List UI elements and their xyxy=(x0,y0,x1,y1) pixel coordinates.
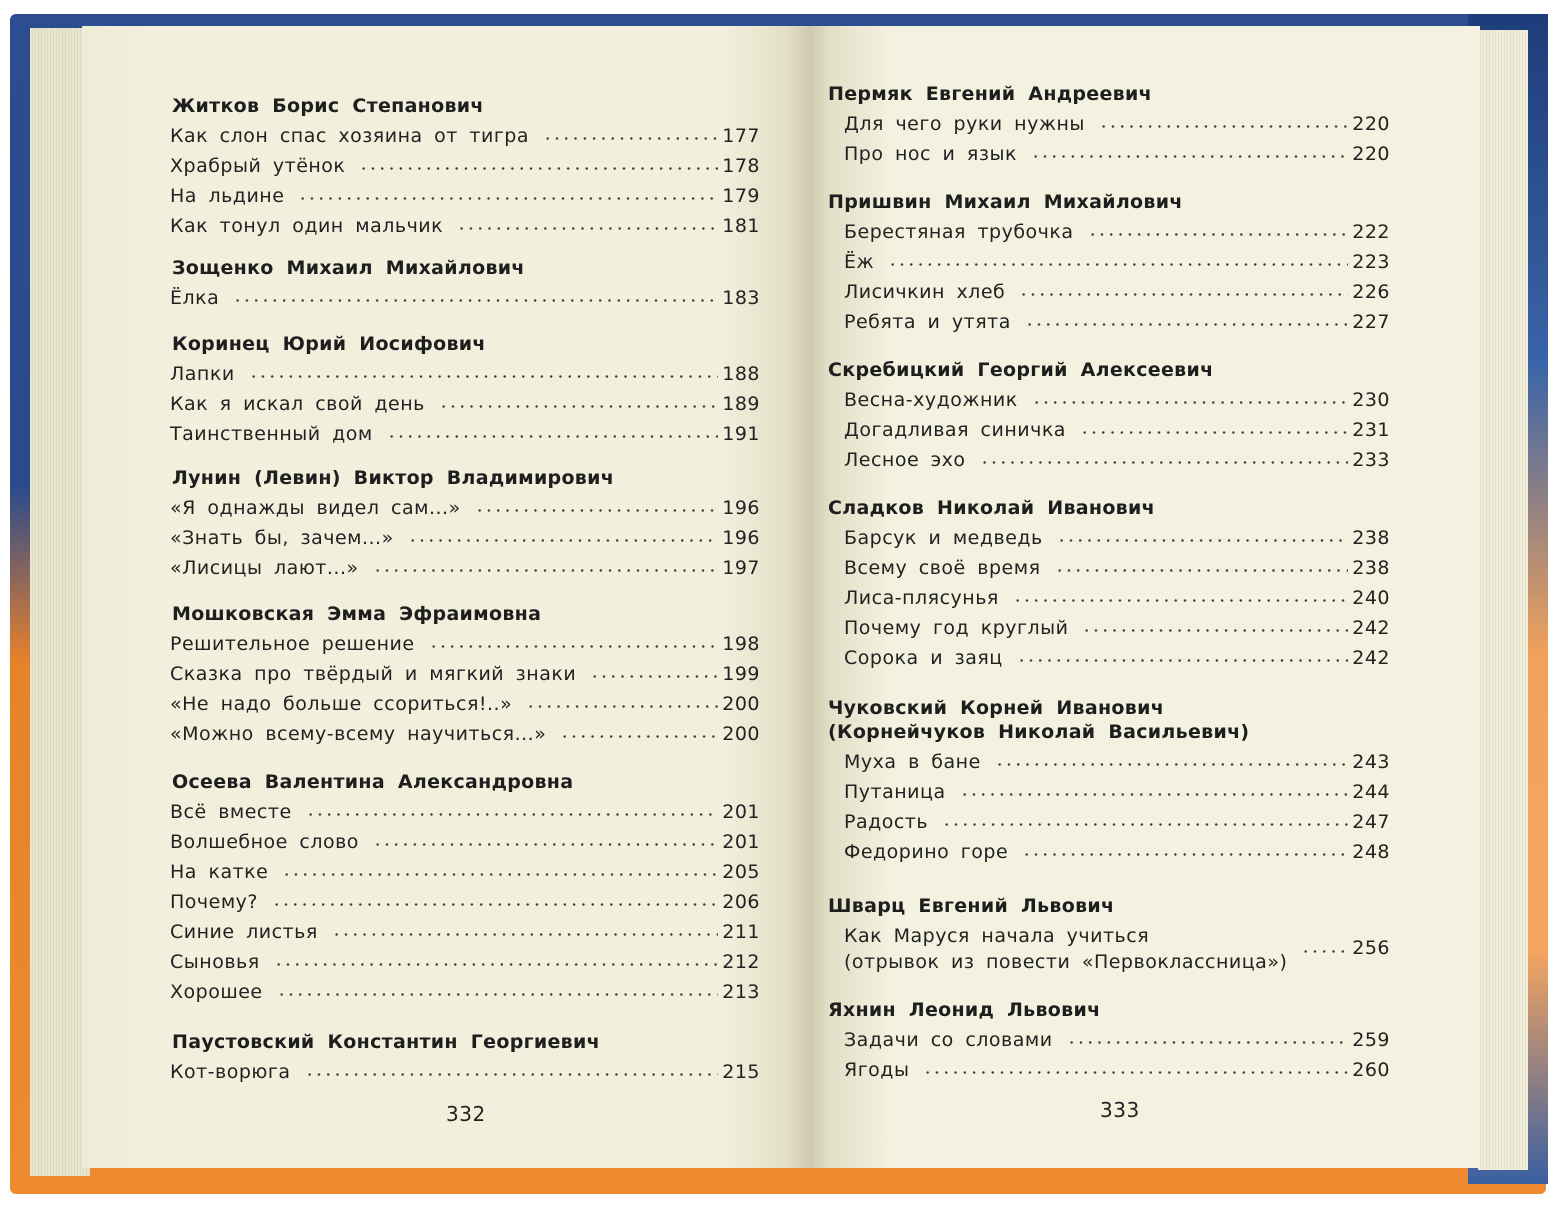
entry-list xyxy=(844,524,1390,674)
toc-section xyxy=(828,496,1390,674)
entry-page-number: 222 xyxy=(1352,221,1390,243)
toc-entry[interactable] xyxy=(170,420,760,450)
entry-page-number: 247 xyxy=(1352,811,1390,833)
entry-title: Всему своё время xyxy=(844,557,1041,579)
entry-title: Синие листья xyxy=(170,921,318,943)
dot-leader xyxy=(995,763,1348,766)
entry-title: Муха в бане xyxy=(844,751,981,773)
entry-title: Как слон спас хозяина от тигра xyxy=(170,125,530,147)
toc-section xyxy=(172,94,760,242)
entry-title: «Не надо больше ссориться!..» xyxy=(170,693,513,715)
dot-leader xyxy=(298,197,718,200)
entry-list xyxy=(170,630,760,750)
entry-page-number: 220 xyxy=(1352,143,1390,165)
entry-page-number: 181 xyxy=(722,215,760,237)
dot-leader xyxy=(457,227,718,230)
dot-leader xyxy=(526,705,718,708)
toc-entry[interactable] xyxy=(170,888,760,918)
entry-title: Сорока и заяц xyxy=(844,647,1003,669)
entry-page-number: 201 xyxy=(722,831,760,853)
entry-title: Путаница xyxy=(844,781,946,803)
entry-title: Барсук и медведь xyxy=(844,527,1043,549)
dot-leader xyxy=(274,963,718,966)
entry-page-number: 212 xyxy=(722,951,760,973)
entry-title: Кот-ворюга xyxy=(170,1061,291,1083)
entry-title: Всё вместе xyxy=(170,801,292,823)
toc-entry[interactable] xyxy=(170,554,760,584)
dot-leader xyxy=(1019,293,1348,296)
page-stack-left xyxy=(30,28,90,1176)
dot-leader xyxy=(1031,155,1348,158)
toc-section xyxy=(172,770,760,1008)
entry-page-number: 200 xyxy=(722,693,760,715)
entry-title: Хорошее xyxy=(170,981,263,1003)
toc-section xyxy=(172,602,760,750)
dot-leader xyxy=(1017,659,1348,662)
entry-page-number: 242 xyxy=(1352,647,1390,669)
entry-title: «Лисицы лают...» xyxy=(170,557,359,579)
dot-leader xyxy=(1022,853,1348,856)
entry-page-number: 198 xyxy=(722,633,760,655)
dot-leader xyxy=(1099,125,1348,128)
toc-entry[interactable] xyxy=(844,1056,1390,1086)
page-number: 332 xyxy=(446,1102,486,1126)
toc-section xyxy=(828,82,1390,170)
toc-entry[interactable] xyxy=(170,212,760,242)
toc-entry[interactable] xyxy=(844,218,1390,248)
entry-page-number: 256 xyxy=(1352,937,1390,959)
author-name: Зощенко Михаил Михайлович xyxy=(172,257,525,279)
entry-page-number: 260 xyxy=(1352,1059,1390,1081)
toc-entry[interactable] xyxy=(170,1058,760,1088)
toc-entry[interactable] xyxy=(844,922,1390,978)
toc-entry[interactable] xyxy=(844,308,1390,338)
dot-leader xyxy=(373,843,718,846)
entry-list xyxy=(844,110,1390,170)
entry-list xyxy=(844,218,1390,338)
entry-page-number: 188 xyxy=(722,363,760,385)
dot-leader xyxy=(1080,431,1348,434)
entry-title: Лиса-плясунья xyxy=(844,587,999,609)
toc-entry[interactable] xyxy=(844,446,1390,476)
author-name: Житков Борис Степанович xyxy=(172,95,484,117)
entry-title: Как я искал свой день xyxy=(170,393,425,415)
toc-entry[interactable] xyxy=(170,390,760,420)
entry-title: Храбрый утёнок xyxy=(170,155,346,177)
entry-page-number: 206 xyxy=(722,891,760,913)
entry-page-number: 244 xyxy=(1352,781,1390,803)
toc-entry[interactable] xyxy=(844,278,1390,308)
entry-page-number: 238 xyxy=(1352,557,1390,579)
entry-page-number: 220 xyxy=(1352,113,1390,135)
entry-page-number: 233 xyxy=(1352,449,1390,471)
toc-entry[interactable] xyxy=(170,720,760,750)
entry-page-number: 205 xyxy=(722,861,760,883)
toc-section xyxy=(172,332,760,450)
toc-entry[interactable] xyxy=(844,584,1390,614)
entry-title: Для чего руки нужны xyxy=(844,113,1085,135)
entry-title: Лапки xyxy=(170,363,235,385)
dot-leader xyxy=(1301,950,1348,953)
entry-list xyxy=(844,748,1390,868)
dot-leader xyxy=(387,435,718,438)
dot-leader xyxy=(249,375,718,378)
author-name: Чуковский Корней Иванович xyxy=(828,697,1165,719)
author-name: Паустовский Константин Георгиевич xyxy=(172,1031,600,1053)
toc-section xyxy=(828,894,1390,978)
entry-page-number: 196 xyxy=(722,527,760,549)
author-name: Пермяк Евгений Андреевич xyxy=(828,83,1152,105)
dot-leader xyxy=(543,137,718,140)
dot-leader xyxy=(888,263,1348,266)
author-name: Скребицкий Георгий Алексеевич xyxy=(828,359,1214,381)
entry-page-number: 191 xyxy=(722,423,760,445)
author-name: Коринец Юрий Иосифович xyxy=(172,333,486,355)
entry-page-number: 196 xyxy=(722,497,760,519)
dot-leader xyxy=(306,813,718,816)
entry-page-number: 215 xyxy=(722,1061,760,1083)
toc-entry[interactable] xyxy=(170,690,760,720)
entry-page-number: 242 xyxy=(1352,617,1390,639)
entry-list xyxy=(844,386,1390,476)
entry-page-number: 227 xyxy=(1352,311,1390,333)
author-name: Сладков Николай Иванович xyxy=(828,497,1155,519)
entry-list xyxy=(170,798,760,1008)
dot-leader xyxy=(923,1071,1348,1074)
entry-title: Ребята и утята xyxy=(844,311,1011,333)
author-name: Лунин (Левин) Виктор Владимирович xyxy=(172,467,615,489)
dot-leader xyxy=(560,735,718,738)
entry-page-number: 243 xyxy=(1352,751,1390,773)
dot-leader xyxy=(277,993,718,996)
entry-title: Ягоды xyxy=(844,1059,910,1081)
toc-entry[interactable] xyxy=(170,798,760,828)
author-name: Мошковская Эмма Эфраимовна xyxy=(172,603,542,625)
entry-list xyxy=(844,922,1390,978)
dot-leader xyxy=(942,823,1348,826)
toc-entry[interactable] xyxy=(844,1026,1390,1056)
toc-entry[interactable] xyxy=(170,978,760,1008)
entry-page-number: 231 xyxy=(1352,419,1390,441)
toc-entry[interactable] xyxy=(170,828,760,858)
toc-entry[interactable] xyxy=(844,838,1390,868)
toc-section xyxy=(828,696,1390,868)
toc-entry[interactable] xyxy=(844,748,1390,778)
toc-section xyxy=(172,1030,760,1088)
entry-page-number: 223 xyxy=(1352,251,1390,273)
toc-entry[interactable] xyxy=(170,630,760,660)
page-number: 333 xyxy=(1100,1098,1140,1122)
entry-title: Ёлка xyxy=(170,287,220,309)
entry-title: На льдине xyxy=(170,185,285,207)
entry-title: Ёж xyxy=(844,251,875,273)
toc-entry[interactable] xyxy=(170,182,760,212)
toc-entry[interactable] xyxy=(170,948,760,978)
toc-entry[interactable] xyxy=(844,140,1390,170)
entry-list xyxy=(170,122,760,242)
entry-title: Почему год круглый xyxy=(844,617,1069,639)
entry-page-number: 213 xyxy=(722,981,760,1003)
entry-title: Почему? xyxy=(170,891,258,913)
entry-page-number: 178 xyxy=(722,155,760,177)
entry-title: Лесное эхо xyxy=(844,449,966,471)
toc-entry[interactable] xyxy=(170,494,760,524)
entry-title: «Знать бы, зачем...» xyxy=(170,527,394,549)
toc-section xyxy=(172,466,760,584)
dot-leader xyxy=(429,645,718,648)
entry-title-line2: (отрывок из повести «Первоклассница») xyxy=(844,951,1288,973)
entry-page-number: 199 xyxy=(722,663,760,685)
toc-entry[interactable] xyxy=(170,918,760,948)
dot-leader xyxy=(332,933,718,936)
dot-leader xyxy=(1088,233,1348,236)
entry-title: «Я однажды видел сам...» xyxy=(170,497,461,519)
toc-section xyxy=(828,998,1390,1086)
toc-entry[interactable] xyxy=(844,110,1390,140)
entry-title: Догадливая синичка xyxy=(844,419,1066,441)
dot-leader xyxy=(1055,569,1348,572)
dot-leader xyxy=(1025,323,1348,326)
dot-leader xyxy=(408,539,718,542)
dot-leader xyxy=(1057,539,1348,542)
dot-leader xyxy=(1032,401,1348,404)
entry-page-number: 183 xyxy=(722,287,760,309)
entry-title: Лисичкин хлеб xyxy=(844,281,1006,303)
entry-page-number: 189 xyxy=(722,393,760,415)
dot-leader xyxy=(305,1073,718,1076)
entry-page-number: 226 xyxy=(1352,281,1390,303)
dot-leader xyxy=(233,299,718,302)
entry-title: Сыновья xyxy=(170,951,260,973)
toc-section xyxy=(828,358,1390,476)
toc-entry[interactable] xyxy=(170,284,760,314)
entry-page-number: 259 xyxy=(1352,1029,1390,1051)
entry-page-number: 230 xyxy=(1352,389,1390,411)
toc-section xyxy=(172,256,760,314)
dot-leader xyxy=(590,675,718,678)
toc-entry[interactable] xyxy=(844,778,1390,808)
toc-entry[interactable] xyxy=(170,858,760,888)
entry-title: Про нос и язык xyxy=(844,143,1017,165)
dot-leader xyxy=(475,509,718,512)
toc-entry[interactable] xyxy=(170,524,760,554)
entry-list xyxy=(170,360,760,450)
entry-list xyxy=(170,494,760,584)
entry-title: На катке xyxy=(170,861,269,883)
dot-leader xyxy=(439,405,718,408)
toc-entry[interactable] xyxy=(170,152,760,182)
entry-title: Как Маруся начала учиться xyxy=(844,925,1150,947)
entry-title: Задачи со словами xyxy=(844,1029,1053,1051)
entry-page-number: 177 xyxy=(722,125,760,147)
author-name-line2: (Корнейчуков Николай Васильевич) xyxy=(828,721,1250,743)
toc-entry[interactable] xyxy=(170,360,760,390)
dot-leader xyxy=(1067,1041,1348,1044)
toc-entry[interactable] xyxy=(844,644,1390,674)
author-name: Шварц Евгений Львович xyxy=(828,895,1115,917)
entry-title: Решительное решение xyxy=(170,633,415,655)
author-name: Пришвин Михаил Михайлович xyxy=(828,191,1183,213)
entry-page-number: 201 xyxy=(722,801,760,823)
entry-title: Весна-художник xyxy=(844,389,1018,411)
toc-entry[interactable] xyxy=(844,808,1390,838)
entry-page-number: 211 xyxy=(722,921,760,943)
entry-list xyxy=(844,1026,1390,1086)
entry-title: Сказка про твёрдый и мягкий знаки xyxy=(170,663,577,685)
toc-entry[interactable] xyxy=(170,660,760,690)
dot-leader xyxy=(980,461,1348,464)
toc-section xyxy=(828,190,1390,338)
page-stack-right xyxy=(1478,30,1528,1170)
toc-entry[interactable] xyxy=(844,386,1390,416)
entry-title: «Можно всему-всему научиться...» xyxy=(170,723,547,745)
toc-entry[interactable] xyxy=(844,554,1390,584)
toc-entry[interactable] xyxy=(844,248,1390,278)
right-page xyxy=(810,26,1480,1168)
dot-leader xyxy=(1013,599,1348,602)
entry-page-number: 248 xyxy=(1352,841,1390,863)
author-name: Осеева Валентина Александровна xyxy=(172,771,574,793)
entry-title: Таинственный дом xyxy=(170,423,373,445)
dot-leader xyxy=(960,793,1348,796)
entry-list xyxy=(170,284,760,314)
author-name: Яхнин Леонид Львович xyxy=(828,999,1101,1021)
entry-title: Федорино горе xyxy=(844,841,1009,863)
toc-entry[interactable] xyxy=(844,416,1390,446)
dot-leader xyxy=(1082,629,1348,632)
entry-page-number: 197 xyxy=(722,557,760,579)
entry-title: Радость xyxy=(844,811,929,833)
entry-page-number: 179 xyxy=(722,185,760,207)
toc-entry[interactable] xyxy=(844,614,1390,644)
entry-page-number: 240 xyxy=(1352,587,1390,609)
dot-leader xyxy=(359,167,718,170)
toc-entry[interactable] xyxy=(170,122,760,152)
entry-list xyxy=(170,1058,760,1088)
left-page xyxy=(82,26,810,1168)
entry-title: Как тонул один мальчик xyxy=(170,215,444,237)
entry-title: Волшебное слово xyxy=(170,831,359,853)
entry-page-number: 238 xyxy=(1352,527,1390,549)
entry-title: Берестяная трубочка xyxy=(844,221,1074,243)
entry-page-number: 200 xyxy=(722,723,760,745)
toc-entry[interactable] xyxy=(844,524,1390,554)
dot-leader xyxy=(282,873,718,876)
dot-leader xyxy=(373,569,718,572)
dot-leader xyxy=(272,903,718,906)
